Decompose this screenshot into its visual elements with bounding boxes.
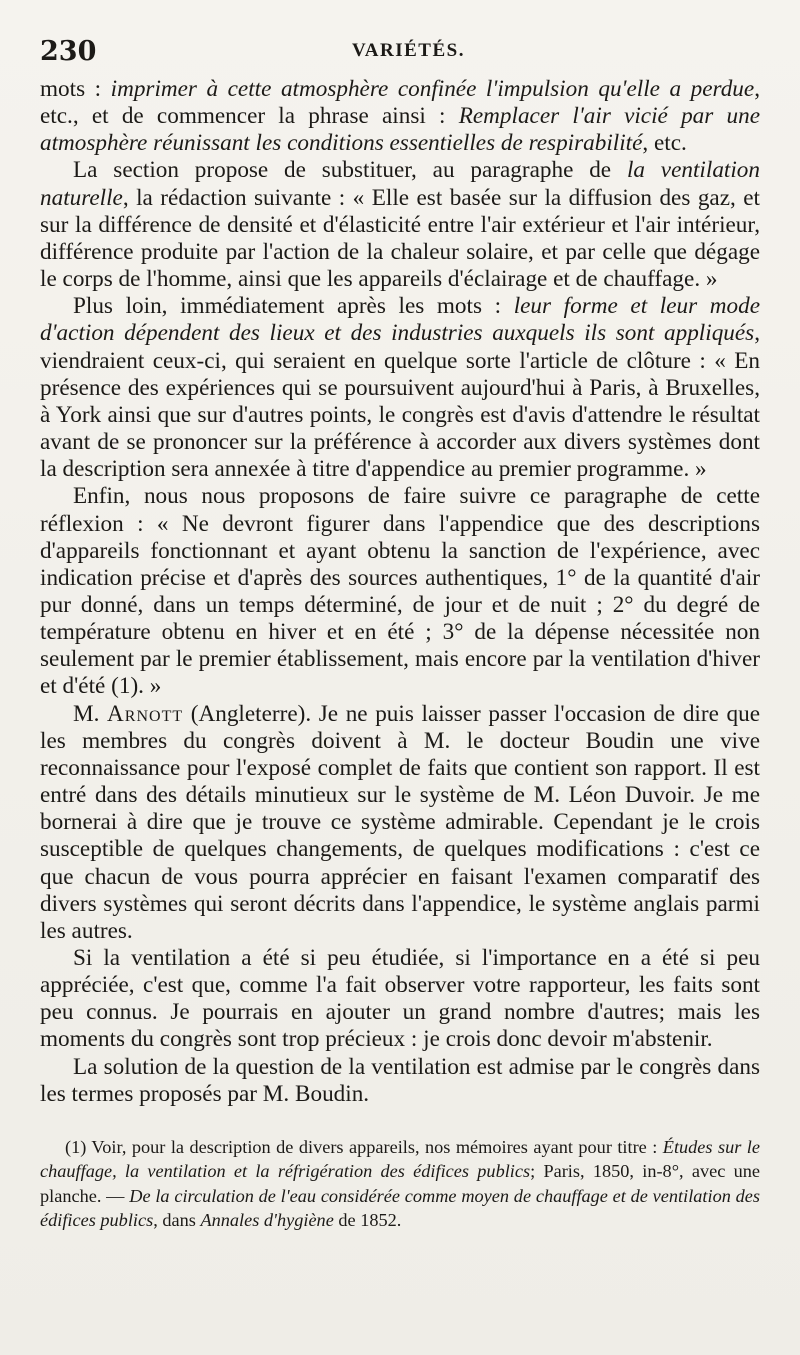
- text-run: mots :: [40, 76, 111, 102]
- text-run: de 1852.: [333, 1210, 402, 1231]
- footnote: [40, 1135, 760, 1233]
- paragraph: [40, 293, 760, 483]
- text-run: , dans: [153, 1210, 201, 1231]
- italic-text: Remplacer l'air vicié par une atmosphère réunissant les conditions essentielles de respirabilité: [40, 103, 760, 157]
- italic-text: Études sur le chauffage, la ventilation et la réfrigération des édifices publics: [40, 1136, 760, 1182]
- body-text: [40, 76, 760, 1108]
- page-header: [40, 30, 760, 70]
- paragraph: [40, 701, 760, 945]
- running-title: VARIÉTÉS.: [352, 40, 465, 61]
- text-run: , etc.: [642, 130, 687, 157]
- text-run: (Angleterre). Je ne puis laisser passer l'occasion de dire que les membres du congrès doivent à M. le docteur Boudin une vive reconnaissance pour l'exposé complet de faits que contient son rapport. Il est entré dans des détails minutieux sur le système de M. Léon Duvoir. Je me bornerai à dire que je trouve ce système admirable. Cependant je le crois susceptible de quelques changements, de quelques modifications : c'est ce que chacun de vous pourra apprécier en faisant l'examen comparatif des divers systèmes qui seront décrits dans l'appendice, le système anglais parmi les autres.: [40, 700, 760, 944]
- italic-text: Annales d'hygiène: [200, 1210, 334, 1231]
- text-run: La section propose de substituer, au paragraphe de: [73, 157, 627, 184]
- paragraph: [40, 157, 760, 293]
- text-run: , etc., et de commencer la phrase ainsi :: [40, 76, 760, 130]
- paragraph: [40, 945, 760, 1054]
- text-run: Enfin, nous nous proposons de faire suivre ce paragraphe de cette réflexion : « Ne devront figurer dans l'appendice que des descriptions d'appareils fonctionnant et ayant obtenu la sanction de l'expérience, avec indication précise et d'après des sources authentiques, 1° de la quantité d'air pur donné, dans un temps déterminé, de jour et de nuit ; 2° du degré de température obtenu en hiver et en été ; 3° de la dépense nécessitée non seulement par le premier établissement, mais encore par la ventilation d'hiver et d'été (1). »: [40, 483, 760, 700]
- italic-text: De la circulation de l'eau considérée comme moyen de chauffage et de ventilation des édifices publics: [40, 1185, 760, 1231]
- paragraph: [40, 483, 760, 700]
- text-run: M.: [73, 700, 108, 727]
- italic-text: imprimer à cette atmosphère confinée l'impulsion qu'elle a perdue: [110, 76, 755, 102]
- text-run: Plus loin, immédiatement après les mots :: [73, 293, 514, 320]
- italic-text: la ventilation naturelle: [40, 157, 760, 211]
- text-run: ; Paris, 1850, in-8°, avec une planche. —: [40, 1161, 760, 1206]
- speaker-name: Arnott: [107, 700, 184, 727]
- italic-text: leur forme et leur mode d'action dépendent des lieux et des industries auxquels ils sont appliqués: [40, 293, 760, 347]
- text-run: , la rédaction suivante : « Elle est basée sur la diffusion des gaz, et sur la différence de densité et d'élasticité entre l'air extérieur et l'air intérieur, différence produite par l'action de la chaleur solaire, et par celle que dégage le corps de l'homme, ainsi que les appareils d'éclairage et de chauffage. »: [40, 184, 760, 293]
- text-run: (1) Voir, pour la description de divers appareils, nos mémoires ayant pour titre :: [65, 1136, 663, 1157]
- page-number: 230: [40, 36, 97, 67]
- paragraph: [40, 76, 760, 157]
- paragraph: [40, 1054, 760, 1108]
- text-run: La solution de la question de la ventilation est admise par le congrès dans les termes proposés par M. Boudin.: [40, 1053, 760, 1107]
- text-run: , viendraient ceux-ci, qui seraient en quelque sorte l'article de clôture : « En présence des expériences qui se poursuivent aujourd'hui à Paris, à Bruxelles, à York ainsi que sur d'autres points, le congrès est d'avis d'attendre le résultat avant de se prononcer sur la préférence à accorder aux divers systèmes dont la description sera annexée à titre d'appendice au premier programme. »: [40, 320, 760, 483]
- text-run: Si la ventilation a été si peu étudiée, si l'importance en a été si peu appréciée, c'est que, comme l'a fait observer votre rapporteur, les faits sont peu connus. Je pourrais en ajouter un grand nombre d'autres; mais les moments du congrès sont trop précieux : je crois donc devoir m'abstenir.: [40, 945, 760, 1053]
